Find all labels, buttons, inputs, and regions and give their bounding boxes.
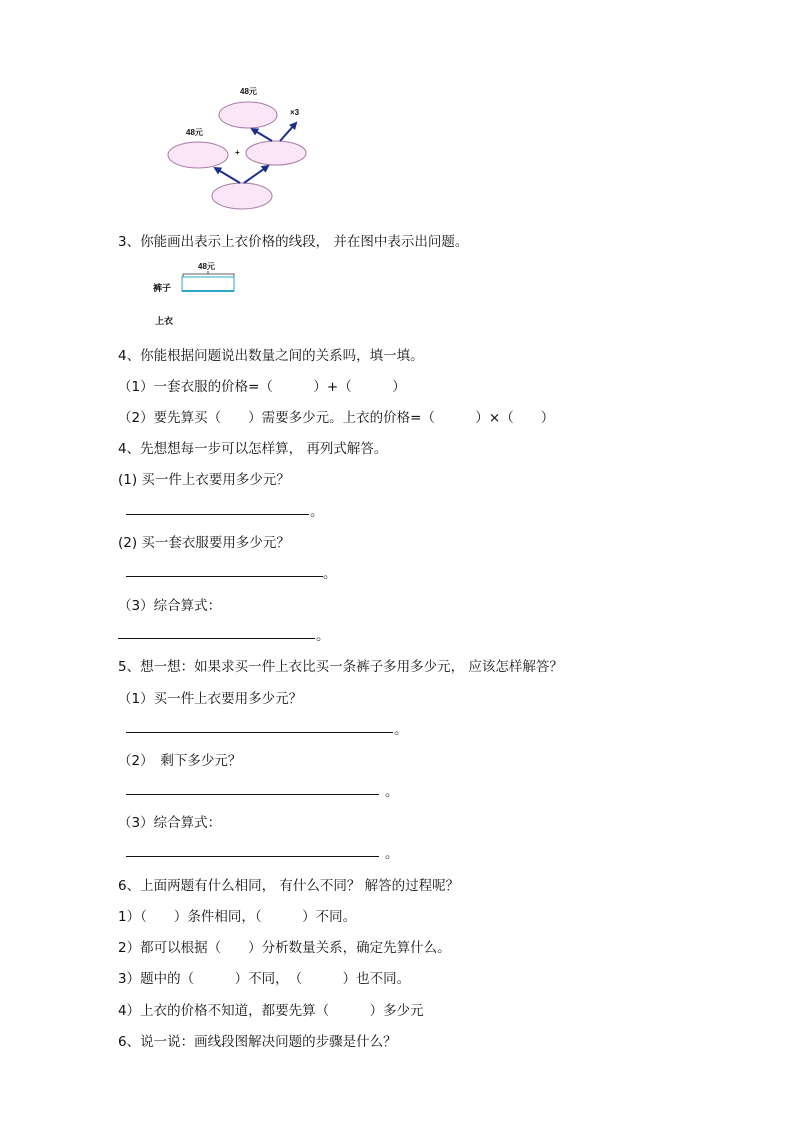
- plus-sign: +: [235, 148, 240, 157]
- answer-line[interactable]: [126, 514, 309, 515]
- pants-label: 裤子: [153, 284, 172, 294]
- q6b-title: 6、说一说：画线段图解决问题的步骤是什么？: [118, 1034, 397, 1050]
- left-price-label: 48元: [186, 128, 203, 137]
- answer-line[interactable]: [118, 638, 315, 639]
- q6a-item-4: 4）上衣的价格不知道，都要先算（ ）多少元: [118, 1003, 424, 1019]
- answer-period: 。: [394, 722, 408, 738]
- q6a-item-1: 1）（ ）条件相同，（ ）不同。: [118, 909, 357, 925]
- q4a-item-2: （2）要先算买（ ）需要多少元。上衣的价格=（ ）×（ ）: [118, 410, 555, 426]
- pants-segment: [182, 277, 234, 291]
- shirt-label: 上衣: [155, 317, 174, 327]
- segment-price-label: 48元: [198, 262, 215, 271]
- q5-item-3: （3）综合算式：: [118, 815, 222, 831]
- answer-line[interactable]: [126, 732, 393, 733]
- answer-line[interactable]: [126, 856, 379, 857]
- price-brace: [183, 271, 234, 277]
- q6a-item-2: 2）都可以根据（ ）分析数量关系，确定先算什么。: [118, 940, 451, 956]
- q5-item-1: （1）买一件上衣要用多少元？: [118, 691, 303, 707]
- q5-item-2: （2） 剩下多少元？: [118, 753, 242, 769]
- q3-text: 3、你能画出表示上衣价格的线段， 并在图中表示出问题。: [118, 234, 469, 250]
- answer-line[interactable]: [126, 576, 323, 577]
- q5-title: 5、想一想：如果求买一件上衣比买一条裤子多用多少元， 应该怎样解答？: [118, 659, 563, 675]
- answer-period: 。: [323, 566, 337, 582]
- q4a-item-1: （1）一套衣服的价格=（ ）+（ ）: [118, 379, 406, 395]
- q4b-item-1: (1) 买一件上衣要用多少元？: [118, 472, 290, 488]
- answer-period: 。: [385, 846, 399, 862]
- q4b-title: 4、先想想每一步可以怎样算， 再列式解答。: [118, 441, 388, 457]
- answer-period: 。: [385, 784, 399, 800]
- answer-line[interactable]: [126, 794, 379, 795]
- answer-period: 。: [316, 628, 330, 644]
- q4b-item-3: （3）综合算式：: [118, 598, 222, 614]
- q4a-title: 4、你能根据问题说出数量之间的关系吗，填一填。: [118, 348, 424, 364]
- q6a-title: 6、上面两题有什么相同， 有什么不同？ 解答的过程呢？: [118, 878, 460, 894]
- q4b-item-2: (2) 买一套衣服要用多少元？: [118, 535, 290, 551]
- multiplier-label: ×3: [290, 108, 300, 117]
- segment-svg: [0, 0, 794, 330]
- top-price-label: 48元: [240, 87, 257, 96]
- answer-period: 。: [310, 504, 324, 520]
- q6a-item-3: 3）题中的（ ）不同， （ ）也不同。: [118, 971, 411, 987]
